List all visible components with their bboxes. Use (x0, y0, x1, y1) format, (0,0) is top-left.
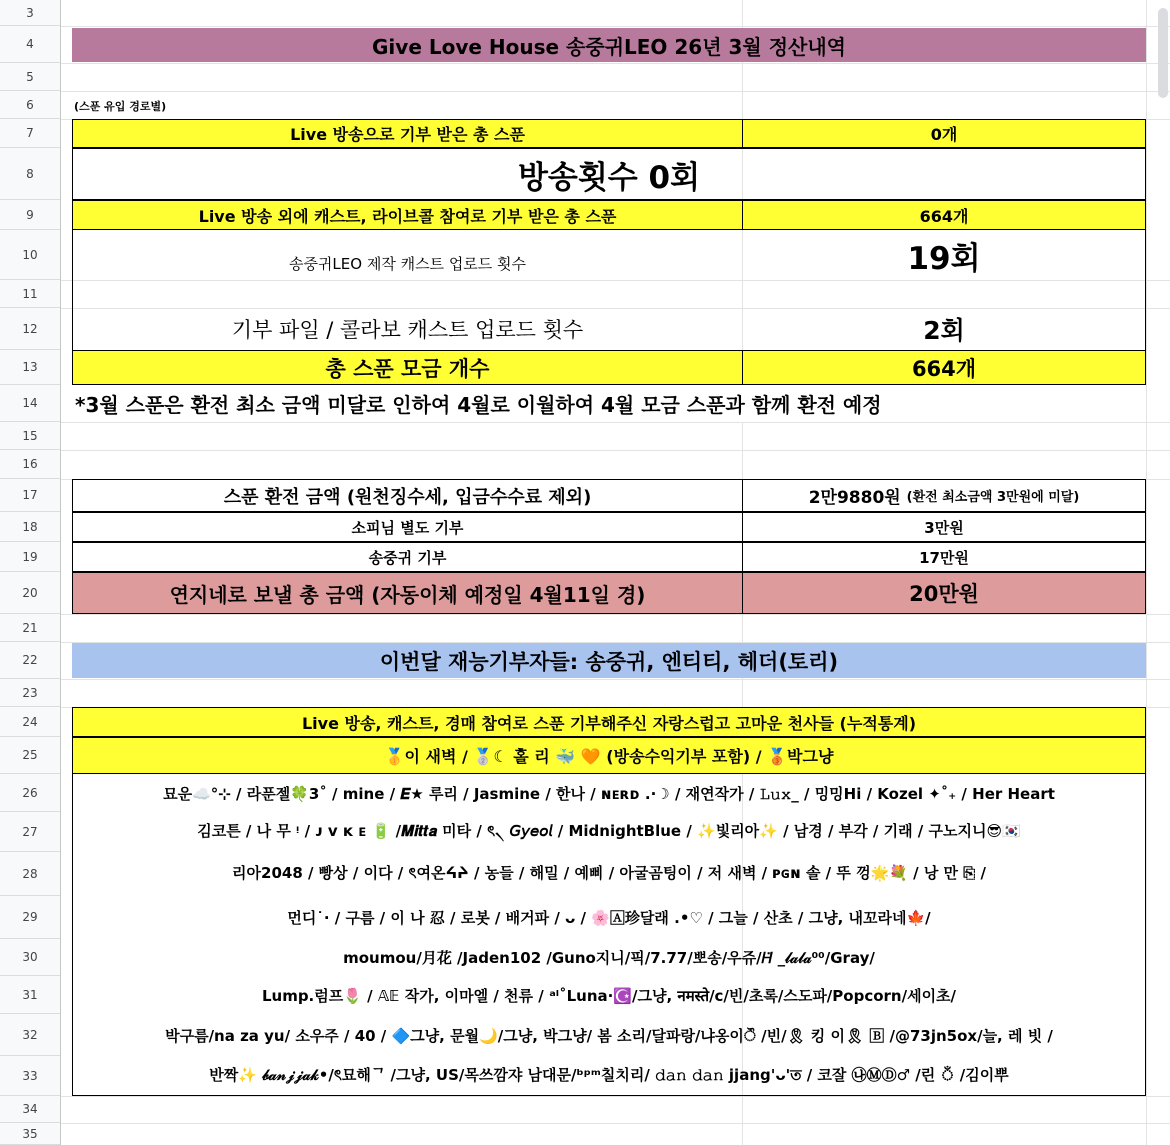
row-number[interactable]: 29 (0, 896, 60, 939)
donor-line-cell[interactable] (72, 774, 1146, 812)
send-total-value: 20만원 (909, 582, 979, 606)
donor-line-text: 김코튼 / 나 무 ᵎ / ᴊ ᴠ ᴋ ᴇ 🔋 /𝑴𝒊𝒕𝒕𝒂 미타 / ৎ৲ 𝘎𝘺𝘦𝘰𝘭 / MidnightBlue / ✨빛리아✨ / 남경 / 부각 / 기래 / 구노지니😎🇰🇷 (197, 821, 1021, 840)
donor-line-cell[interactable] (72, 812, 1146, 852)
exchange-value-cell[interactable] (742, 479, 1146, 512)
donor-line-text: 리아2048 / 빵상 / 이다 / ৎ여온ᔦᔨ / 농들 / 해밀 / 예삐 / 아굴곰팅이 / 저 새벽 / ᴘɢɴ 솔 / 뚜 껑🌟💐 / 낭 만 ⎘ / (232, 863, 986, 882)
title-cell[interactable] (72, 28, 1146, 62)
row-number[interactable]: 3 (0, 0, 60, 26)
row-number[interactable]: 9 (0, 200, 60, 230)
row-number[interactable]: 20 (0, 572, 60, 614)
collab-count-value: 2회 (923, 316, 965, 345)
donor-line-text: 묘운☁️°⊹ / 라푼젤🍀3˚ / mine / 𝑬★ 루리 / Jasmine / 한나 / ɴᴇʀᴅ .·☽ / 재연작가 / 𝙻𝚞𝚡_ / 밍밍Hi / Kozel ✦˚₊ / Her Heart (163, 784, 1055, 803)
cast-spoon-value-cell[interactable] (742, 200, 1146, 230)
row-number[interactable]: 25 (0, 737, 60, 774)
angels-header-cell[interactable] (72, 707, 1146, 737)
donor-line-text: 반짝✨ 𝒷𝒶𝓃𝒿𝒿𝒶𝓀•/ৎ묘해ᄀ /그냥, US/목쓰깜쟈 남대문/ᵇᵖᵐ칠치리/ 𝚍𝚊𝚗 𝚍𝚊𝚗 jjang'ᴗ'ত / 코잘 ㉯ⓂⒹ♂ /린 ঁ /김이뿌 (209, 1065, 1009, 1084)
talent-donors-cell[interactable] (72, 643, 1146, 678)
donor-line-cell[interactable] (72, 852, 1146, 896)
donor-line-cell[interactable] (72, 896, 1146, 939)
live-spoon-label: Live 방송으로 기부 받은 총 스푼 (290, 125, 525, 144)
row-number[interactable]: 8 (0, 148, 60, 200)
upload-count-value: 19회 (907, 240, 981, 277)
carry-over-note: *3월 스푼은 환전 최소 금액 미달로 인하여 4월로 이월하여 4월 모금 스푼과 함께 환전 예정 (75, 393, 882, 417)
row-gridline (61, 422, 1170, 423)
cast-spoon-value: 664개 (919, 206, 969, 226)
row-number[interactable]: 4 (0, 26, 60, 63)
live-spoon-label-cell[interactable] (72, 119, 743, 148)
row-number[interactable]: 17 (0, 479, 60, 512)
upload-count-label: 송중귀LEO 제작 캐스트 업로드 횟수 (288, 255, 527, 273)
total-spoon-label-cell[interactable] (72, 350, 743, 385)
upload-count-label-cell[interactable] (72, 230, 743, 280)
sophie-donation-value-cell[interactable] (742, 512, 1146, 542)
song-donation-value-cell[interactable] (742, 542, 1146, 572)
row-gridline (61, 450, 1170, 451)
cast-spoon-label-cell[interactable] (72, 200, 743, 230)
donor-line-text: 먼디˙· / 구름 / 이 나 忍 / 로봇 / 배거파 / ᴗ / 🌸🄰珍달래 .•♡ / 그늘 / 산초 / 그냥, 내꼬라네🍁/ (287, 909, 931, 927)
row-number[interactable]: 5 (0, 63, 60, 91)
row-number[interactable]: 32 (0, 1014, 60, 1056)
source-note-cell[interactable] (74, 94, 374, 118)
vertical-scrollbar[interactable] (1158, 8, 1168, 98)
donor-line-cell[interactable] (72, 976, 1146, 1014)
send-total-label-cell[interactable] (72, 572, 743, 614)
send-total-label: 연지네로 보낼 총 금액 (자동이체 예정일 4월11일 경) (169, 582, 646, 607)
column-gridline (1146, 0, 1147, 1145)
broadcast-count: 방송횟수 0회 (517, 159, 701, 196)
row-gridline (61, 614, 1170, 615)
song-donation-label-cell[interactable] (72, 542, 743, 572)
total-spoon-value-cell[interactable] (742, 350, 1146, 385)
sophie-donation-label-cell[interactable] (72, 512, 743, 542)
source-note-text: (스푼 유입 경로별) (74, 100, 167, 113)
donor-line-text: moumou/月花 /Jaden102 /Guno지니/픽/7.77/뽀송/우쥬/𝐻̈ _𝓁𝒶𝓁𝒶⁰⁰/Gray/ (343, 949, 875, 967)
row-number-column (0, 0, 61, 1145)
row-number[interactable]: 15 (0, 422, 60, 450)
donor-line-text: Lump.럼프🌷 / 𝔸𝔼 작가, 이마엘 / 천류 / ᵃˡ˚Luna·☪️/그냥, नमस्ते/c/빈/초록/스도파/Popcorn/세이초/ (261, 986, 957, 1005)
row-gridline (61, 1123, 1170, 1124)
send-total-value-cell[interactable] (742, 572, 1146, 614)
row-gridline (61, 91, 1170, 92)
total-spoon-label: 총 스푼 모금 개수 (325, 356, 490, 381)
row-number[interactable]: 19 (0, 542, 60, 572)
row-number[interactable]: 14 (0, 385, 60, 422)
row-number[interactable]: 10 (0, 230, 60, 280)
top-donors-text: 🥇이 새벽 / 🥈☾ 홀 리 🐳 🧡 (방송수익기부 포함) / 🥉박그냥 (384, 747, 834, 766)
row-number[interactable]: 24 (0, 707, 60, 737)
row-gridline (61, 1096, 1170, 1097)
row-number[interactable]: 31 (0, 976, 60, 1014)
row-number[interactable]: 28 (0, 852, 60, 896)
row-number[interactable]: 33 (0, 1056, 60, 1096)
row-number[interactable]: 11 (0, 280, 60, 308)
row-number[interactable]: 26 (0, 774, 60, 812)
title-text: Give Love House 송중귀LEO 26년 3월 정산내역 (372, 34, 846, 59)
row-number[interactable]: 7 (0, 119, 60, 148)
angels-header: Live 방송, 캐스트, 경매 참여로 스푼 기부해주신 자랑스럽고 고마운 천사들 (누적통계) (301, 713, 917, 733)
broadcast-count-cell[interactable] (72, 148, 1146, 200)
live-spoon-value-cell[interactable] (742, 119, 1146, 148)
sophie-donation-label: 소피님 별도 기부 (351, 518, 464, 537)
row-gridline (61, 679, 1170, 680)
song-donation-value: 17만원 (919, 548, 969, 567)
collab-count-label-cell[interactable] (72, 308, 743, 350)
row-number[interactable]: 18 (0, 512, 60, 542)
row-number[interactable]: 23 (0, 679, 60, 707)
top-donors-cell[interactable] (72, 737, 1146, 774)
exchange-label-cell[interactable] (72, 479, 743, 512)
donor-line-cell[interactable] (72, 1056, 1146, 1096)
talent-donors-text: 이번달 재능기부자들: 송중귀, 엔티티, 헤더(토리) (379, 649, 839, 674)
carry-over-note-cell[interactable] (72, 385, 1146, 422)
total-spoon-value: 664개 (911, 356, 977, 381)
exchange-value: 2만9880원 (808, 488, 901, 508)
collab-count-label: 기부 파일 / 콜라보 캐스트 업로드 횟수 (231, 318, 584, 342)
row-number[interactable]: 21 (0, 614, 60, 642)
cast-spoon-label: Live 방송 외에 캐스트, 라이브콜 참여로 기부 받은 총 스푼 (198, 206, 617, 226)
row-number[interactable]: 12 (0, 308, 60, 350)
row-gridline (61, 63, 1170, 64)
row-number[interactable]: 16 (0, 450, 60, 479)
sophie-donation-value: 3만원 (924, 518, 964, 537)
row-number[interactable]: 27 (0, 812, 60, 852)
row-number[interactable]: 35 (0, 1123, 60, 1145)
exchange-label: 스푼 환전 금액 (원천징수세, 입금수수료 제외) (223, 486, 592, 508)
row-gridline (61, 26, 1170, 27)
collab-count-value-cell[interactable] (742, 308, 1146, 350)
donor-line-cell[interactable] (72, 1014, 1146, 1056)
row-number[interactable]: 13 (0, 350, 60, 385)
row-number[interactable]: 30 (0, 939, 60, 976)
upload-count-value-cell[interactable] (742, 230, 1146, 280)
live-spoon-value: 0개 (930, 125, 958, 144)
donor-line-cell[interactable] (72, 939, 1146, 976)
song-donation-label: 송중귀 기부 (368, 548, 447, 567)
row-number[interactable]: 22 (0, 642, 60, 679)
donor-line-text: 박구름/na za yu/ 소우주 / 40 / 🔷그냥, 문월🌙/그냥, 박그냥/ 봄 소리/달파랑/냐옹이ੌ /빈/🎗 킹 이🎗 🄱 /@73jn5ox/늘, 레 빗 / (165, 1026, 1053, 1045)
row-number[interactable]: 6 (0, 91, 60, 119)
row-number[interactable]: 34 (0, 1096, 60, 1123)
exchange-note: (환전 최소금액 3만원에 미달) (906, 490, 1080, 505)
